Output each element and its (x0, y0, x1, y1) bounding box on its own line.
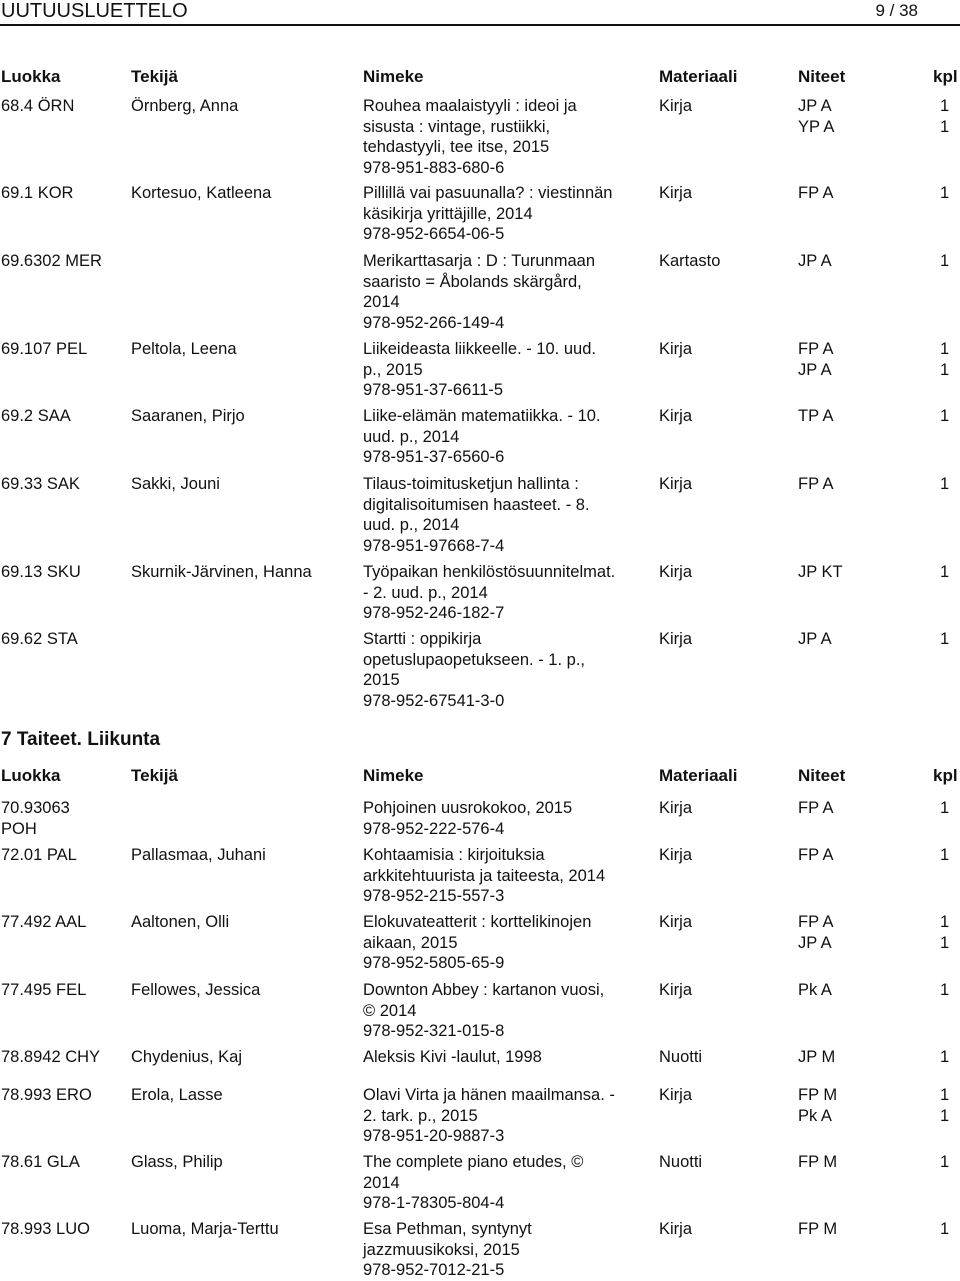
cell-tekija: Sakki, Jouni (131, 475, 220, 493)
table-header (0, 66, 960, 88)
table-header (0, 765, 960, 787)
cell-materiaali: Kirja (659, 846, 693, 864)
cell-niteet: FP A (798, 475, 834, 493)
header-kpl: kpl (933, 766, 958, 785)
cell-niteet: FP A JP A (798, 913, 834, 952)
cell-luokka: 69.6302 MER (1, 252, 102, 270)
cell-luokka: 77.495 FEL (1, 981, 87, 999)
cell-kpl: 1 (940, 846, 950, 864)
cell-nimeke: Tilaus-toimitusketjun hallinta : digitalisoitumisen haasteet. - 8. uud. p., 2014 978-951-97668-7-4 (363, 475, 590, 555)
cell-luokka: 69.1 KOR (1, 184, 74, 202)
cell-niteet: JP KT (798, 563, 843, 581)
cell-nimeke: Liikeideasta liikkeelle. - 10. uud. p., 2015 978-951-37-6611-5 (363, 340, 596, 399)
cell-tekija: Luoma, Marja-Terttu (131, 1220, 279, 1238)
cell-niteet: FP A JP A (798, 340, 834, 379)
cell-tekija: Peltola, Leena (131, 340, 237, 358)
document-title: UUTUUSLUETTELO (1, 0, 188, 22)
cell-kpl: 1 1 (940, 97, 950, 136)
cell-nimeke: Downton Abbey : kartanon vuosi, © 2014 978-952-321-015-8 (363, 981, 605, 1040)
cell-luokka: 78.993 ERO (1, 1086, 92, 1104)
cell-materiaali: Kirja (659, 799, 693, 817)
cell-niteet: FP A (798, 846, 834, 864)
cell-niteet: Pk A (798, 981, 832, 999)
cell-nimeke: Startti : oppikirja opetuslupaopetukseen. - 1. p., 2015 978-952-67541-3-0 (363, 630, 585, 710)
cell-kpl: 1 (940, 981, 950, 999)
cell-kpl: 1 1 (940, 913, 950, 952)
cell-nimeke: Esa Pethman, syntynyt jazzmuusikoksi, 2015 978-952-7012-21-5 (363, 1220, 532, 1279)
cell-nimeke: Merikarttasarja : D : Turunmaan saaristo = Åbolands skärgård, 2014 978-952-266-149-4 (363, 252, 595, 332)
cell-luokka: 69.33 SAK (1, 475, 80, 493)
cell-luokka: 77.492 AAL (1, 913, 87, 931)
cell-nimeke: Pohjoinen uusrokokoo, 2015 978-952-222-576-4 (363, 799, 573, 838)
cell-materiaali: Kirja (659, 913, 693, 931)
cell-tekija: Skurnik-Järvinen, Hanna (131, 563, 312, 581)
cell-nimeke: Työpaikan henkilöstösuunnitelmat. - 2. uud. p., 2014 978-952-246-182-7 (363, 563, 616, 622)
header-nimeke: Nimeke (363, 67, 424, 86)
cell-niteet: JP A YP A (798, 97, 835, 136)
cell-materiaali: Kirja (659, 563, 693, 581)
cell-kpl: 1 (940, 563, 950, 581)
cell-niteet: TP A (798, 407, 834, 425)
cell-luokka: 78.8942 CHY (1, 1048, 101, 1066)
header-kpl: kpl (933, 67, 958, 86)
cell-kpl: 1 1 (940, 1086, 950, 1125)
cell-niteet: JP A (798, 630, 832, 648)
cell-materiaali: Kirja (659, 981, 693, 999)
cell-kpl: 1 1 (940, 340, 950, 379)
cell-materiaali: Kirja (659, 97, 693, 115)
cell-niteet: FP A (798, 184, 834, 202)
cell-nimeke: The complete piano etudes, © 2014 978-1-78305-804-4 (363, 1153, 584, 1212)
cell-nimeke: Elokuvateatterit : korttelikinojen aikaan, 2015 978-952-5805-65-9 (363, 913, 592, 972)
cell-niteet: JP M (798, 1048, 836, 1066)
cell-nimeke: Kohtaamisia : kirjoituksia arkkitehtuurista ja taiteesta, 2014 978-952-215-557-3 (363, 846, 606, 905)
cell-niteet: FP M (798, 1220, 838, 1238)
cell-tekija: Örnberg, Anna (131, 97, 239, 115)
cell-tekija: Erola, Lasse (131, 1086, 223, 1104)
header-materiaali: Materiaali (659, 67, 738, 86)
cell-kpl: 1 (940, 630, 950, 648)
cell-materiaali: Kirja (659, 1086, 693, 1104)
cell-materiaali: Nuotti (659, 1048, 703, 1066)
cell-tekija: Glass, Philip (131, 1153, 223, 1171)
header-niteet: Niteet (798, 766, 846, 785)
top-rule (0, 24, 960, 26)
section-title: 7 Taiteet. Liikunta (1, 729, 161, 750)
cell-materiaali: Kirja (659, 340, 693, 358)
cell-niteet: FP M (798, 1153, 838, 1171)
cell-luokka: 69.13 SKU (1, 563, 81, 581)
header-nimeke: Nimeke (363, 766, 424, 785)
cell-kpl: 1 (940, 407, 950, 425)
cell-materiaali: Nuotti (659, 1153, 703, 1171)
header-niteet: Niteet (798, 67, 846, 86)
cell-niteet: JP A (798, 252, 832, 270)
cell-luokka: 72.01 PAL (1, 846, 77, 864)
cell-tekija: Fellowes, Jessica (131, 981, 261, 999)
cell-materiaali: Kirja (659, 475, 693, 493)
cell-nimeke: Rouhea maalaistyyli : ideoi ja sisusta : vintage, rustiikki, tehdastyyli, tee itse, 2015 978-951-883-680-6 (363, 97, 577, 177)
cell-kpl: 1 (940, 184, 950, 202)
page-number: 9 / 38 (875, 1, 918, 20)
cell-kpl: 1 (940, 475, 950, 493)
cell-kpl: 1 (940, 799, 950, 817)
header-luokka: Luokka (1, 67, 61, 86)
cell-materiaali: Kirja (659, 1220, 693, 1238)
cell-luokka: 78.993 LUO (1, 1220, 90, 1238)
cell-luokka: 69.62 STA (1, 630, 78, 648)
cell-luokka: 69.2 SAA (1, 407, 71, 425)
cell-tekija: Kortesuo, Katleena (131, 184, 272, 202)
cell-luokka: 78.61 GLA (1, 1153, 80, 1171)
cell-nimeke: Pillillä vai pasuunalla? : viestinnän käsikirja yrittäjille, 2014 978-952-6654-06-5 (363, 184, 613, 243)
cell-materiaali: Kirja (659, 407, 693, 425)
cell-tekija: Pallasmaa, Juhani (131, 846, 266, 864)
cell-luokka: 68.4 ÖRN (1, 97, 75, 115)
cell-niteet: FP M Pk A (798, 1086, 838, 1125)
cell-luokka: 70.93063 POH (1, 799, 70, 838)
cell-nimeke: Aleksis Kivi -laulut, 1998 (363, 1048, 542, 1066)
cell-kpl: 1 (940, 1153, 950, 1171)
cell-materiaali: Kirja (659, 630, 693, 648)
cell-luokka: 69.107 PEL (1, 340, 88, 358)
cell-nimeke: Olavi Virta ja hänen maailmansa. - 2. tark. p., 2015 978-951-20-9887-3 (363, 1086, 615, 1145)
cell-kpl: 1 (940, 1048, 950, 1066)
cell-tekija: Saaranen, Pirjo (131, 407, 245, 425)
cell-tekija: Chydenius, Kaj (131, 1048, 242, 1066)
cell-kpl: 1 (940, 252, 950, 270)
header-materiaali: Materiaali (659, 766, 738, 785)
header-tekija: Tekijä (131, 766, 178, 785)
cell-tekija: Aaltonen, Olli (131, 913, 230, 931)
header-luokka: Luokka (1, 766, 61, 785)
cell-kpl: 1 (940, 1220, 950, 1238)
cell-niteet: FP A (798, 799, 834, 817)
cell-materiaali: Kirja (659, 184, 693, 202)
cell-nimeke: Liike-elämän matematiikka. - 10. uud. p., 2014 978-951-37-6560-6 (363, 407, 601, 466)
header-tekija: Tekijä (131, 67, 178, 86)
cell-materiaali: Kartasto (659, 252, 721, 270)
